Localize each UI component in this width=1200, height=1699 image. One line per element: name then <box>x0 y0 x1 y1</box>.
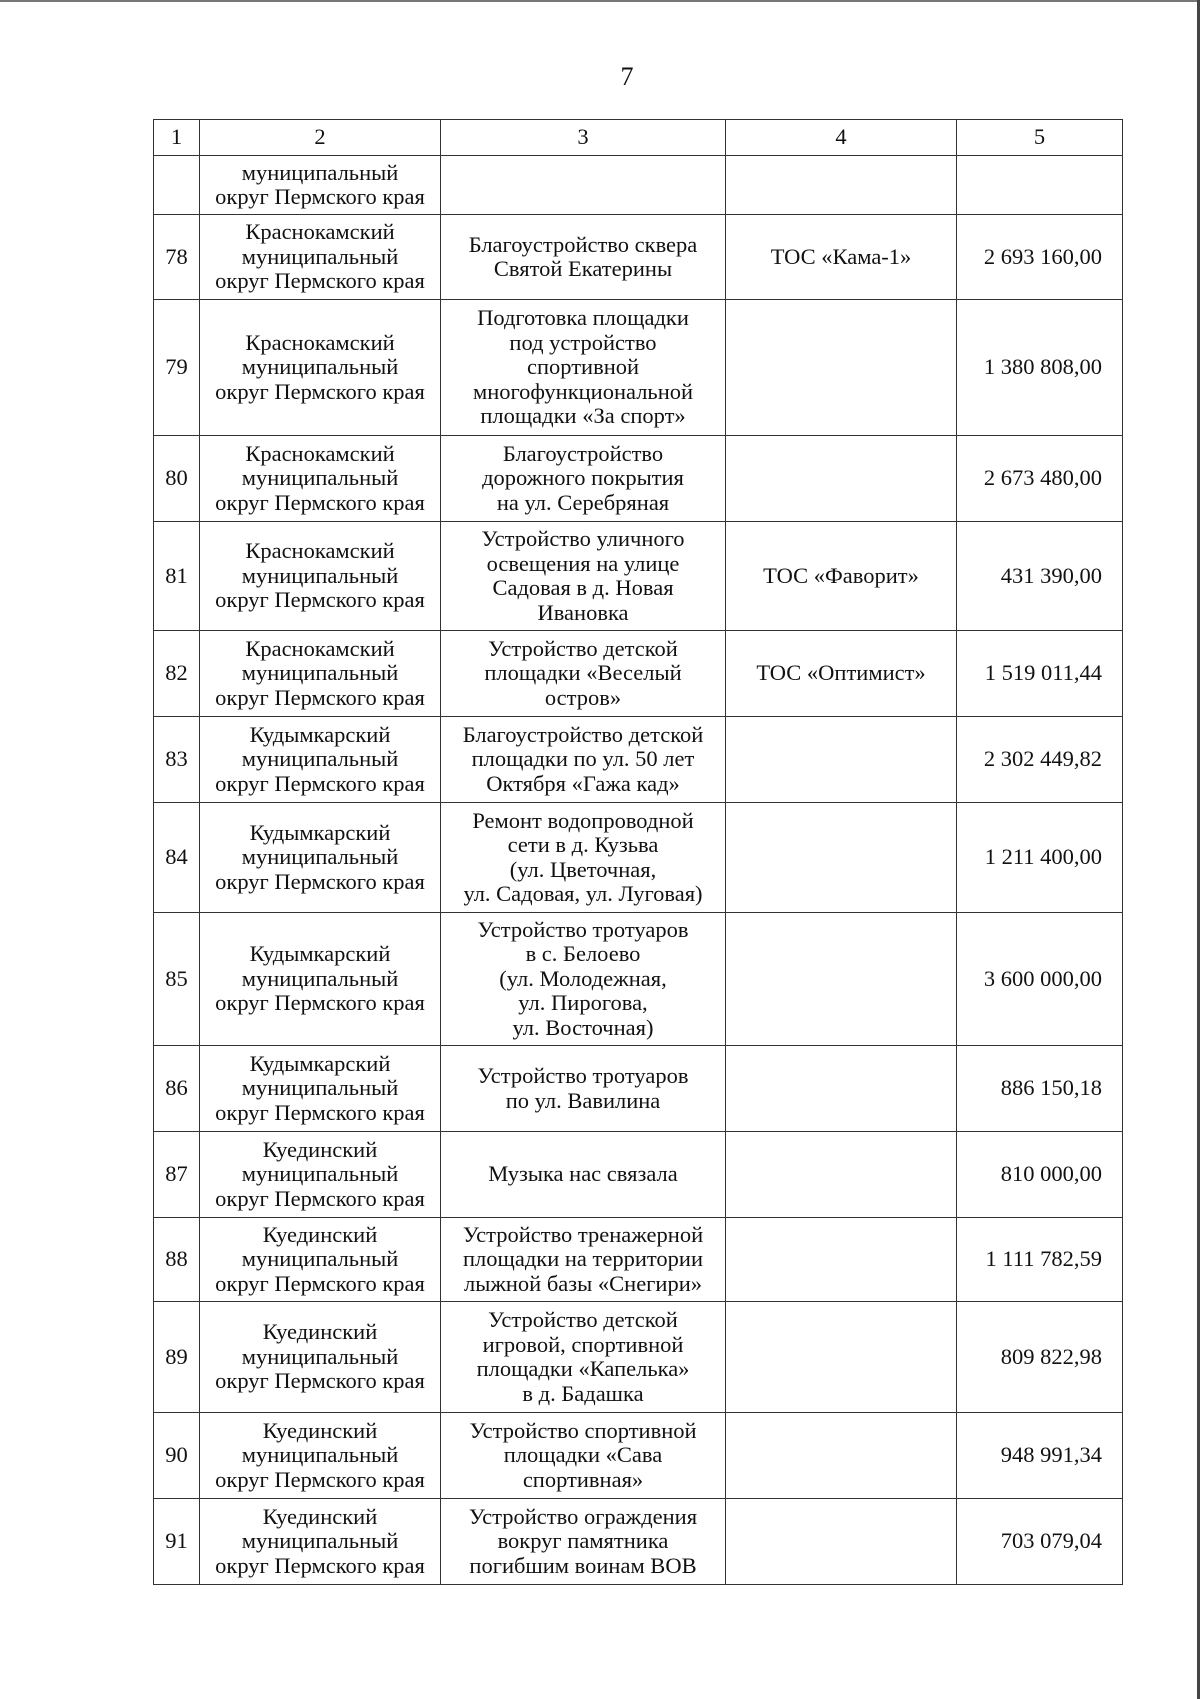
row-number-cell: 85 <box>154 913 200 1046</box>
project-line: Устройство ограждения <box>468 1503 698 1529</box>
project-line: Октября «Гажа кад» <box>486 770 680 796</box>
district-cell <box>200 631 441 717</box>
district-line: Кудымкарский <box>249 1050 391 1076</box>
district-line: Краснокамский <box>245 219 395 245</box>
district-line: муниципальный <box>241 660 399 686</box>
project-cell <box>441 1499 726 1585</box>
district-line: муниципальный <box>241 465 399 491</box>
project-line: площадки «За спорт» <box>480 403 686 429</box>
project-line: Устройство тротуаров <box>477 1063 689 1088</box>
project-line: вокруг памятника <box>497 1528 669 1554</box>
district-cell <box>200 1413 441 1499</box>
district-cell <box>200 717 441 803</box>
district-cell <box>200 215 441 300</box>
district-line: муниципальный <box>241 1343 399 1369</box>
project-line: Благоустройство <box>502 440 664 466</box>
project-line: Музыка нас связала <box>488 1161 678 1187</box>
row-number-cell: 89 <box>154 1302 200 1413</box>
project-line: игровой, спортивной <box>482 1331 684 1357</box>
project-line: Благоустройство детской <box>462 721 704 747</box>
header-cell-1: 1 <box>154 120 200 156</box>
project-line: ул. Садовая, ул. Луговая) <box>463 881 703 906</box>
amount-cell: 1 380 808,00 <box>957 300 1123 436</box>
project-line: под устройство <box>509 329 657 355</box>
amount-cell: 2 302 449,82 <box>957 717 1123 803</box>
amount-cell: 2 673 480,00 <box>957 436 1123 522</box>
tos-cell <box>726 156 957 215</box>
project-line: Святой Екатерины <box>493 256 673 281</box>
header-cell-5: 5 <box>957 120 1123 156</box>
district-cell <box>200 522 441 631</box>
district-line: муниципальный <box>241 1246 399 1272</box>
project-line: Подготовка площадки <box>477 305 689 331</box>
district-cell <box>200 300 441 436</box>
tos-cell <box>726 717 957 803</box>
amount-cell: 1 211 400,00 <box>957 803 1123 913</box>
project-line: (ул. Молодежная, <box>499 965 667 991</box>
project-line: сети в д. Кузьва <box>507 832 659 857</box>
project-line: (ул. Цветочная, <box>509 856 657 882</box>
project-line: по ул. Вавилина <box>505 1087 661 1113</box>
project-line: ул. Пирогова, <box>518 990 648 1016</box>
district-line: округ Пермского края <box>215 268 425 294</box>
row-number-cell: 81 <box>154 522 200 631</box>
amount-cell: 1 519 011,44 <box>957 631 1123 717</box>
project-line: Садовая в д. Новая <box>492 575 674 600</box>
project-cell <box>441 436 726 522</box>
amount-cell: 810 000,00 <box>957 1132 1123 1218</box>
district-cell <box>200 156 441 215</box>
header-row <box>154 120 1123 156</box>
amount-cell: 3 600 000,00 <box>957 913 1123 1046</box>
tos-cell: ТОС «Оптимист» <box>726 631 957 717</box>
amount-cell: 809 822,98 <box>957 1302 1123 1413</box>
district-cell <box>200 1302 441 1413</box>
project-line: Устройство спортивной <box>469 1417 697 1443</box>
district-line: округ Пермского края <box>215 1270 425 1296</box>
district-cell <box>200 436 441 522</box>
district-line: муниципальный <box>241 159 399 185</box>
project-cell <box>441 156 726 215</box>
district-line: Кудымкарский <box>249 819 391 845</box>
table-row <box>154 1132 1123 1218</box>
district-line: округ Пермского края <box>215 990 425 1016</box>
project-cell <box>441 803 726 913</box>
project-line: Устройство тренажерной <box>462 1221 704 1247</box>
project-cell <box>441 522 726 631</box>
row-number-cell: 90 <box>154 1413 200 1499</box>
project-line: в д. Бадашка <box>522 1380 644 1406</box>
district-line: округ Пермского края <box>215 1368 425 1394</box>
district-line: округ Пермского края <box>215 1185 425 1211</box>
district-line: муниципальный <box>241 965 399 991</box>
project-line: площадки «Веселый <box>484 660 682 686</box>
project-line: Ивановка <box>537 599 629 625</box>
amount-cell: 1 111 782,59 <box>957 1218 1123 1302</box>
row-number-cell: 86 <box>154 1046 200 1132</box>
district-line: Куединский <box>262 1319 378 1345</box>
project-line: ул. Восточная) <box>512 1014 654 1040</box>
tos-cell <box>726 436 957 522</box>
row-number-cell: 79 <box>154 300 200 436</box>
district-cell <box>200 1499 441 1585</box>
project-line: площадки «Сава <box>503 1442 663 1468</box>
project-line: Устройство детской <box>488 635 678 661</box>
project-line: дорожного покрытия <box>482 465 684 491</box>
project-cell <box>441 1046 726 1132</box>
header-cell-3: 3 <box>441 120 726 156</box>
tos-cell <box>726 1046 957 1132</box>
district-line: округ Пермского края <box>215 868 425 894</box>
project-cell <box>441 631 726 717</box>
district-line: округ Пермского края <box>215 587 425 613</box>
table-row <box>154 1499 1123 1585</box>
projects-table <box>153 119 1123 1585</box>
row-number-cell: 82 <box>154 631 200 717</box>
amount-cell: 2 693 160,00 <box>957 215 1123 300</box>
tos-cell <box>726 1132 957 1218</box>
amount-cell: 886 150,18 <box>957 1046 1123 1132</box>
project-cell <box>441 1218 726 1302</box>
district-cell <box>200 803 441 913</box>
project-cell <box>441 1302 726 1413</box>
tos-cell: ТОС «Кама-1» <box>726 215 957 300</box>
district-line: муниципальный <box>241 243 399 269</box>
project-line: Устройство уличного <box>481 526 685 551</box>
district-cell <box>200 1218 441 1302</box>
page-number: 7 <box>620 62 634 91</box>
project-line: спортивная» <box>522 1466 644 1492</box>
project-cell <box>441 913 726 1046</box>
row-number-cell: 78 <box>154 215 200 300</box>
tos-cell <box>726 803 957 913</box>
district-cell <box>200 913 441 1046</box>
district-line: муниципальный <box>241 1075 399 1101</box>
row-number-cell: 80 <box>154 436 200 522</box>
district-line: округ Пермского края <box>215 489 425 515</box>
project-line: многофункциональной <box>472 378 694 404</box>
amount-cell: 431 390,00 <box>957 522 1123 631</box>
table-row <box>154 522 1123 631</box>
table-row <box>154 1218 1123 1302</box>
row-number-cell: 88 <box>154 1218 200 1302</box>
district-line: муниципальный <box>241 562 399 588</box>
district-line: Краснокамский <box>245 635 395 661</box>
project-cell <box>441 717 726 803</box>
header-cell-4: 4 <box>726 120 957 156</box>
district-line: Куединский <box>262 1503 378 1529</box>
district-line: Куединский <box>262 1136 378 1162</box>
table-row <box>154 215 1123 300</box>
table-row <box>154 300 1123 436</box>
tos-cell: ТОС «Фаворит» <box>726 522 957 631</box>
project-line: погибшим воинам ВОВ <box>469 1552 697 1578</box>
project-cell <box>441 215 726 300</box>
project-line: площадки по ул. 50 лет <box>471 746 695 772</box>
table-row <box>154 631 1123 717</box>
district-line: муниципальный <box>241 1442 399 1468</box>
district-line: округ Пермского края <box>215 1099 425 1125</box>
district-line: Краснокамский <box>245 329 395 355</box>
tos-cell <box>726 300 957 436</box>
row-number-cell: 84 <box>154 803 200 913</box>
project-line: площадки на территории <box>462 1246 703 1272</box>
table-row <box>154 1046 1123 1132</box>
tos-cell <box>726 1499 957 1585</box>
tos-cell <box>726 1413 957 1499</box>
table-row <box>154 1413 1123 1499</box>
district-line: Кудымкарский <box>249 941 391 967</box>
table-row <box>154 717 1123 803</box>
district-line: Куединский <box>262 1221 378 1247</box>
district-line: муниципальный <box>241 746 399 772</box>
district-line: Краснокамский <box>245 440 395 466</box>
row-number-cell: 87 <box>154 1132 200 1218</box>
project-line: Ремонт водопроводной <box>472 807 694 833</box>
project-cell <box>441 1413 726 1499</box>
tos-cell <box>726 1218 957 1302</box>
district-line: Кудымкарский <box>249 721 391 747</box>
table-row <box>154 1302 1123 1413</box>
district-line: муниципальный <box>241 1528 399 1554</box>
district-line: округ Пермского края <box>215 1552 425 1578</box>
project-line: остров» <box>544 684 622 710</box>
project-line: лыжной базы «Снегири» <box>463 1270 702 1296</box>
district-line: округ Пермского края <box>215 184 425 209</box>
row-number-cell: 91 <box>154 1499 200 1585</box>
project-line: Благоустройство сквера <box>468 231 698 257</box>
district-line: округ Пермского края <box>215 378 425 404</box>
district-line: муниципальный <box>241 844 399 870</box>
project-line: Устройство детской <box>488 1307 678 1332</box>
project-cell <box>441 1132 726 1218</box>
table-row <box>154 913 1123 1046</box>
table-body <box>154 156 1123 1585</box>
table-row <box>154 156 1123 215</box>
project-line: в с. Белоево <box>525 941 641 967</box>
district-line: муниципальный <box>241 1161 399 1187</box>
row-number-cell <box>154 156 200 215</box>
district-line: Краснокамский <box>245 538 395 564</box>
project-line: Устройство тротуаров <box>477 916 689 942</box>
tos-cell <box>726 1302 957 1413</box>
district-cell <box>200 1132 441 1218</box>
header-cell-2: 2 <box>200 120 441 156</box>
tos-cell <box>726 913 957 1046</box>
amount-cell: 703 079,04 <box>957 1499 1123 1585</box>
page-edge-top <box>0 0 1200 2</box>
amount-cell <box>957 156 1123 215</box>
project-line: освещения на улице <box>486 550 680 576</box>
project-line: на ул. Серебряная <box>496 489 670 515</box>
district-line: муниципальный <box>241 354 399 380</box>
project-cell <box>441 300 726 436</box>
district-line: округ Пермского края <box>215 770 425 796</box>
project-line: спортивной <box>526 354 640 380</box>
project-line: площадки «Капелька» <box>476 1356 690 1381</box>
amount-cell: 948 991,34 <box>957 1413 1123 1499</box>
district-line: округ Пермского края <box>215 684 425 710</box>
district-line: Куединский <box>262 1417 378 1443</box>
row-number-cell: 83 <box>154 717 200 803</box>
district-line: округ Пермского края <box>215 1466 425 1492</box>
district-cell <box>200 1046 441 1132</box>
table-row <box>154 436 1123 522</box>
table-row <box>154 803 1123 913</box>
